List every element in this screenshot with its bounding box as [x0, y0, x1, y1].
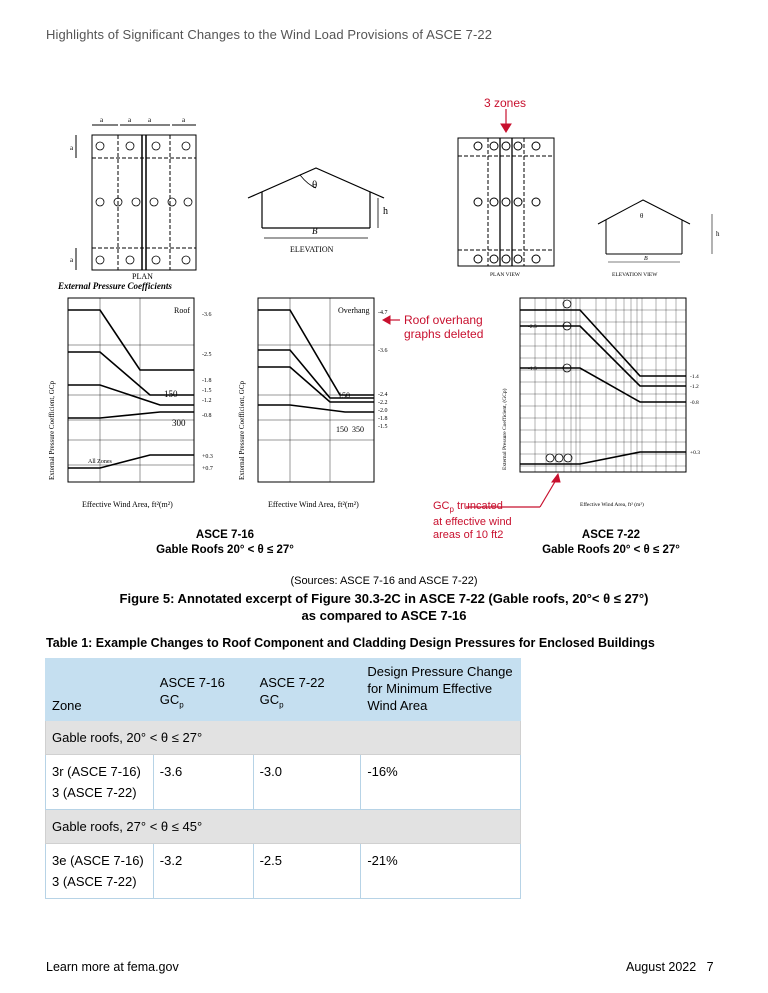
table-group-row [46, 810, 521, 844]
overhang-annotation-arrow [383, 316, 400, 324]
svg-text:a: a [70, 144, 74, 152]
asce716-value-cell: -3.6 [153, 755, 253, 810]
right-b-label: B [644, 256, 648, 262]
right-plan-label: PLAN VIEW [490, 272, 520, 278]
left-caption-line1: ASCE 7-16 [195, 529, 255, 541]
svg-text:a: a [70, 256, 74, 264]
figure-caption-line2: as compared to ASCE 7-16 [301, 608, 467, 623]
right-side-value: -1.4 [690, 374, 699, 380]
group-label: Gable roofs, 27° < θ ≤ 45° [46, 810, 521, 844]
overhang-side-value: -1.5 [378, 424, 388, 430]
svg-text:a: a [182, 116, 186, 124]
right-figure-caption [516, 528, 706, 558]
overhang-annotation-line2: graphs deleted [404, 327, 484, 341]
change-value-cell: -21% [361, 844, 521, 899]
right-theta: θ [640, 212, 644, 220]
right-chart [520, 298, 686, 472]
right-side-value: -0.8 [690, 400, 699, 406]
zone-cell: 3e (ASCE 7-16) 3 (ASCE 7-22) [46, 844, 154, 899]
overhang-annotation [404, 313, 483, 341]
right-xlabel: Effective Wind Area, ft² (m²) [580, 502, 644, 508]
svg-text:a: a [148, 116, 152, 124]
left-elevation-label: ELEVATION [290, 245, 334, 254]
left-plan-zone-markers [96, 142, 192, 264]
figure-caption-line1: Figure 5: Annotated excerpt of Figure 30.3-2C in ASCE 7-22 (Gable roofs, 20°< θ ≤ 27°) [119, 591, 649, 606]
truncated-annotation [433, 500, 512, 542]
left-overhang-ylabel: External Pressure Coefficient, GCp [238, 380, 246, 480]
right-side-value: -1.2 [690, 384, 699, 390]
overhang-side-value: -4.7 [378, 310, 388, 316]
right-caption-line1: ASCE 7-22 [581, 529, 641, 541]
left-xlabel: Effective Wind Area, ft²(m²) [82, 500, 173, 509]
svg-text:a: a [128, 116, 132, 124]
overhang-annotation-line1: Roof overhang [404, 313, 483, 327]
table-group-row [46, 721, 521, 755]
table-row [46, 844, 521, 899]
left-theta: θ [312, 179, 318, 191]
left-h-label: h [383, 206, 388, 217]
right-inline-value: -2.5 [528, 324, 537, 330]
roof-side-value: -0.8 [202, 413, 212, 419]
roof-side-value: -1.8 [202, 378, 212, 384]
left-plan-label: PLAN [132, 272, 153, 281]
asce722-value-cell: -3.0 [253, 755, 361, 810]
three-zones-arrow [501, 109, 511, 132]
left-figure-caption [130, 528, 320, 558]
left-overhang-chart-title: Overhang [338, 306, 370, 315]
right-elevation-label: ELEVATION VIEW [612, 272, 658, 278]
right-h-label: h [716, 230, 720, 238]
right-caption-line2: Gable Roofs 20° < θ ≤ 27° [542, 544, 680, 556]
overhang-area-150-low: 150 [336, 425, 348, 434]
right-inline-value: -1.5 [528, 366, 537, 372]
overhang-side-value: -2.0 [378, 408, 388, 414]
page-header: Highlights of Significant Changes to the Wind Load Provisions of ASCE 7-22 [46, 27, 493, 42]
asce722-value-cell: -2.5 [253, 844, 361, 899]
left-roof-chart-title: Roof [174, 306, 190, 315]
trunc-gc-sub: p [449, 505, 454, 515]
figure-sources: (Sources: ASCE 7-16 and ASCE 7-22) [290, 575, 478, 587]
left-caption-line2: Gable Roofs 20° < θ ≤ 27° [156, 544, 294, 556]
table-row [46, 755, 521, 810]
trunc-line1: truncated [453, 500, 503, 512]
left-ylabel: External Pressure Coefficient, GCp [48, 380, 56, 480]
svg-text:a: a [100, 116, 104, 124]
trunc-gc: GC [433, 500, 450, 512]
footer-date-page: August 2022 7 [626, 960, 714, 974]
roof-side-value: -1.5 [202, 388, 212, 394]
group-label: Gable roofs, 20° < θ ≤ 27° [46, 721, 521, 755]
left-section-title: External Pressure Coefficients [58, 281, 172, 291]
header-asce716: ASCE 7-16 $GC_p$ [153, 659, 253, 721]
roof-side-value: +0.7 [202, 466, 213, 472]
overhang-area-150: 150 [338, 391, 350, 400]
right-plan-drawing [458, 138, 554, 266]
roof-side-value: -2.5 [202, 352, 212, 358]
left-roof-area-150: 150 [164, 389, 178, 399]
overhang-area-350: 350 [352, 425, 364, 434]
left-overhang-xlabel: Effective Wind Area, ft²(m²) [268, 500, 359, 509]
zone-cell: 3r (ASCE 7-16) 3 (ASCE 7-22) [46, 755, 154, 810]
left-overhang-chart [258, 298, 374, 482]
left-b-label: B [312, 226, 318, 236]
right-elevation-drawing [598, 200, 712, 262]
left-roof-area-300: 300 [172, 418, 186, 428]
trunc-line3: areas of 10 ft2 [433, 529, 504, 542]
trunc-line2: at effective wind [433, 516, 512, 529]
left-plan-drawing [76, 125, 196, 270]
overhang-side-value: -1.8 [378, 416, 388, 422]
footer-link-text: Learn more at fema.gov [46, 960, 179, 974]
overhang-side-value: -3.6 [378, 348, 388, 354]
overhang-side-value: -2.2 [378, 400, 388, 406]
left-all-zones: All Zones [88, 459, 112, 465]
overhang-side-value: -2.4 [378, 392, 388, 398]
roof-side-value: -3.6 [202, 312, 212, 318]
header-design-pressure-change: Design Pressure Change for Minimum Effective Wind Area [361, 659, 521, 721]
design-pressure-table [45, 658, 521, 899]
table-title: Table 1: Example Changes to Roof Component and Cladding Design Pressures for Enclosed Buildings [46, 636, 655, 650]
right-ylabel: External Pressure Coefficient, (GCp) [502, 388, 508, 470]
header-asce722: ASCE 7-22 $GC_p$ [253, 659, 361, 721]
header-zone: Zone [46, 659, 154, 721]
roof-side-value: -1.2 [202, 398, 212, 404]
change-value-cell: -16% [361, 755, 521, 810]
right-side-value: +0.3 [690, 450, 700, 456]
three-zones-annotation: 3 zones [484, 96, 527, 110]
roof-side-value: +0.3 [202, 454, 213, 460]
asce716-value-cell: -3.2 [153, 844, 253, 899]
figure-caption [60, 590, 708, 624]
table-header-row [46, 659, 521, 721]
